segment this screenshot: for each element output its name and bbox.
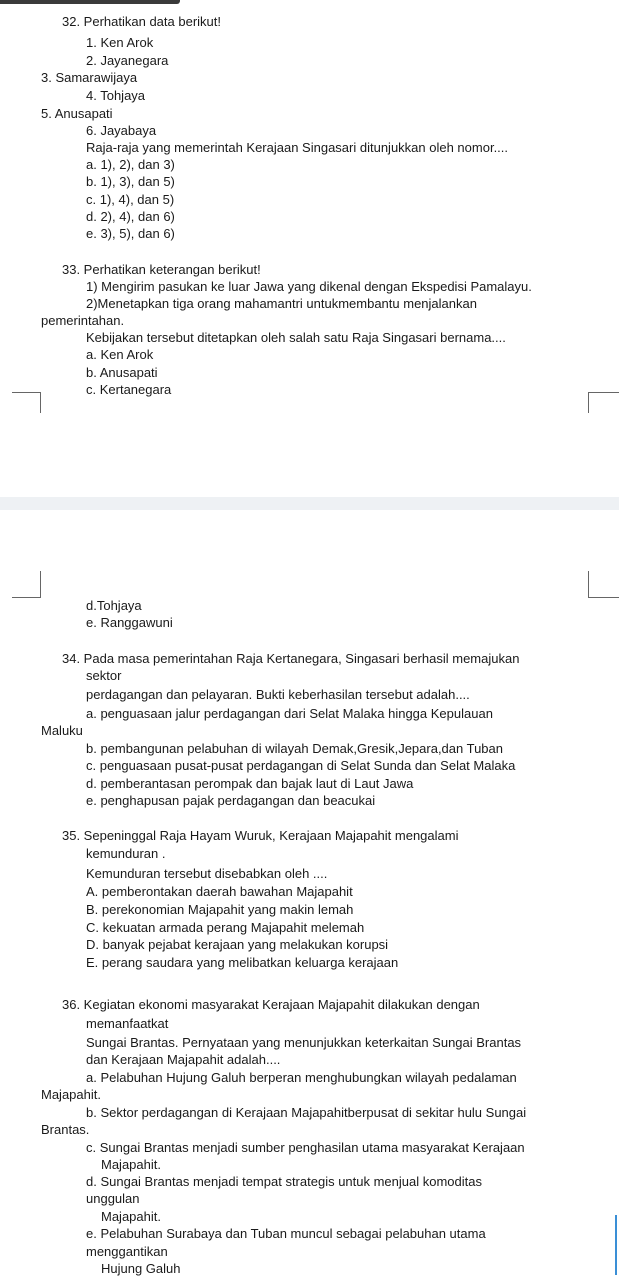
- q32-item-4: 4. Tohjaya: [86, 88, 146, 103]
- q36-option-d-cont-1: unggulan: [86, 1191, 140, 1206]
- q36-option-e: e. Pelabuhan Surabaya dan Tuban muncul sebagai pelabuhan utama: [86, 1226, 486, 1241]
- q36-option-b-cont: Brantas.: [41, 1122, 90, 1137]
- q36-option-c-cont: Majapahit.: [101, 1157, 161, 1172]
- q32-option-c: c. 1), 4), dan 5): [86, 192, 175, 207]
- q32-item-5: 5. Anusapati: [41, 106, 113, 121]
- q36-title-cont-2: Sungai Brantas. Pernyataan yang menunjukkan keterkaitan Sungai Brantas: [86, 1035, 522, 1050]
- q33-stem: Kebijakan tersebut ditetapkan oleh salah satu Raja Singasari bernama....: [86, 330, 506, 345]
- q32-item-1: 1. Ken Arok: [86, 35, 154, 50]
- q34-option-b: b. pembangunan pelabuhan di wilayah Demak,Gresik,Jepara,dan Tuban: [86, 741, 503, 756]
- q36-option-a-cont: Majapahit.: [41, 1087, 101, 1102]
- q33-item-2: 2)Menetapkan tiga orang mahamantri untukmembantu menjalankan: [86, 296, 477, 311]
- q34-option-e: e. penghapusan pajak perdagangan dan beacukai: [86, 793, 376, 808]
- q34-option-d: d. pemberantasan perompak dan bajak laut di Laut Jawa: [86, 776, 414, 791]
- q35-stem: Kemunduran tersebut disebabkan oleh ....: [86, 866, 328, 881]
- q32-stem: Raja-raja yang memerintah Kerajaan Singasari ditunjukkan oleh nomor....: [86, 140, 509, 155]
- q36-option-b: b. Sektor perdagangan di Kerajaan Majapahitberpusat di sekitar hulu Sungai: [86, 1105, 527, 1120]
- q34-title-cont-1: sektor: [86, 668, 122, 683]
- crop-mark-top-right: [588, 392, 619, 413]
- question-35-title: 35. Sepeninggal Raja Hayam Wuruk, Kerajaan Majapahit mengalami: [62, 828, 459, 843]
- q33-option-b: b. Anusapati: [86, 365, 158, 380]
- q35-option-d: D. banyak pejabat kerajaan yang melakukan korupsi: [86, 937, 389, 952]
- q36-option-c: c. Sungai Brantas menjadi sumber penghasilan utama masyarakat Kerajaan: [86, 1140, 525, 1155]
- q34-option-a-cont: Maluku: [41, 723, 83, 738]
- crop-mark-top-left: [12, 392, 41, 413]
- q36-title-cont-3: dan Kerajaan Majapahit adalah....: [86, 1052, 281, 1067]
- q36-title-cont-1: memanfaatkat: [86, 1016, 169, 1031]
- edge-selection-marker: [615, 1215, 617, 1275]
- top-edge-bar: [0, 0, 180, 4]
- question-34-title: 34. Pada masa pemerintahan Raja Kertanegara, Singasari berhasil memajukan: [62, 651, 520, 666]
- q35-option-c: C. kekuatan armada perang Majapahit melemah: [86, 920, 365, 935]
- q35-option-a: A. pemberontakan daerah bawahan Majapahit: [86, 884, 353, 899]
- q34-option-c: c. penguasaan pusat-pusat perdagangan di Selat Sunda dan Selat Malaka: [86, 758, 516, 773]
- q34-option-a: a. penguasaan jalur perdagangan dari Selat Malaka hingga Kepulauan: [86, 706, 493, 721]
- question-33-title: 33. Perhatikan keterangan berikut!: [62, 262, 261, 277]
- q36-option-d: d. Sungai Brantas menjadi tempat strategis untuk menjual komoditas: [86, 1174, 482, 1189]
- q34-title-cont-2: perdagangan dan pelayaran. Bukti keberhasilan tersebut adalah....: [86, 687, 470, 702]
- q33-option-a: a. Ken Arok: [86, 347, 154, 362]
- q33-option-c: c. Kertanegara: [86, 382, 172, 397]
- q32-item-6: 6. Jayabaya: [86, 123, 157, 138]
- q36-option-e-cont-1: menggantikan: [86, 1244, 168, 1259]
- q33-option-d: d.Tohjaya: [86, 598, 142, 613]
- q33-item-1: 1) Mengirim pasukan ke luar Jawa yang dikenal dengan Ekspedisi Pamalayu.: [86, 279, 532, 294]
- q35-option-e: E. perang saudara yang melibatkan keluarga kerajaan: [86, 955, 399, 970]
- q32-option-d: d. 2), 4), dan 6): [86, 209, 175, 224]
- q32-item-3: 3. Samarawijaya: [41, 70, 138, 85]
- q33-item-2-cont: pemerintahan.: [41, 313, 125, 328]
- q32-option-b: b. 1), 3), dan 5): [86, 174, 175, 189]
- q35-title-cont: kemunduran .: [86, 846, 166, 861]
- q36-option-a: a. Pelabuhan Hujung Galuh berperan menghubungkan wilayah pedalaman: [86, 1070, 517, 1085]
- crop-mark-bottom-left: [12, 571, 41, 598]
- q35-option-b: B. perekonomian Majapahit yang makin lemah: [86, 902, 354, 917]
- q32-item-2: 2. Jayanegara: [86, 53, 169, 68]
- q32-option-a: a. 1), 2), dan 3): [86, 157, 175, 172]
- page-separator: [0, 497, 619, 510]
- q33-option-e: e. Ranggawuni: [86, 615, 173, 630]
- q36-option-e-cont-2: Hujung Galuh: [101, 1261, 181, 1276]
- q32-option-e: e. 3), 5), dan 6): [86, 226, 175, 241]
- crop-mark-bottom-right: [588, 571, 619, 598]
- question-32-title: 32. Perhatikan data berikut!: [62, 14, 221, 29]
- question-36-title: 36. Kegiatan ekonomi masyarakat Kerajaan Majapahit dilakukan dengan: [62, 997, 480, 1012]
- q36-option-d-cont-2: Majapahit.: [101, 1209, 161, 1224]
